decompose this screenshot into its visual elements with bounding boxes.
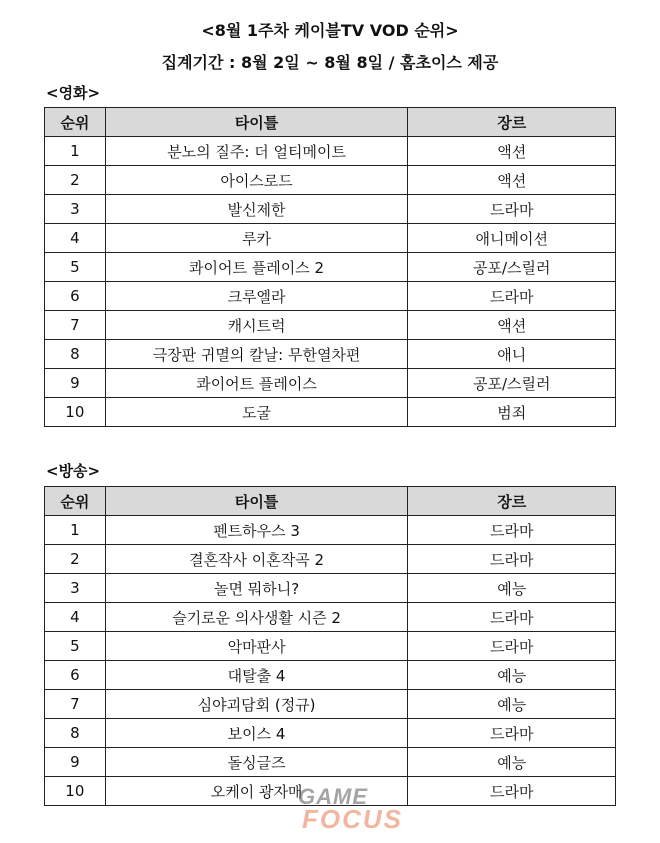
title-cell: 콰이어트 플레이스 <box>105 369 408 398</box>
table-row <box>45 137 616 166</box>
column-header-title: 타이틀 <box>105 108 408 137</box>
broadcast-ranking-table <box>44 486 616 806</box>
rank-cell: 5 <box>45 253 106 282</box>
title-cell: 슬기로운 의사생활 시즌 2 <box>105 603 408 632</box>
title-cell: 캐시트럭 <box>105 311 408 340</box>
rank-cell: 7 <box>45 311 106 340</box>
table-row <box>45 632 616 661</box>
genre-cell: 공포/스릴러 <box>408 369 616 398</box>
genre-cell: 드라마 <box>408 195 616 224</box>
rank-cell: 10 <box>45 777 106 806</box>
table-header-row <box>45 487 616 516</box>
genre-cell: 액션 <box>408 137 616 166</box>
page-title: <8월 1주차 케이블TV VOD 순위> <box>201 21 459 40</box>
title-cell: 오케이 광자매 <box>105 777 408 806</box>
genre-cell: 드라마 <box>408 516 616 545</box>
table-row <box>45 748 616 777</box>
table-row <box>45 690 616 719</box>
title-cell: 놀면 뭐하니? <box>105 574 408 603</box>
title-cell: 발신제한 <box>105 195 408 224</box>
column-header-genre: 장르 <box>408 108 616 137</box>
rank-cell: 5 <box>45 632 106 661</box>
movies-ranking-table <box>44 107 616 427</box>
table-row <box>45 661 616 690</box>
page-subtitle: 집계기간 : 8월 2일 ~ 8월 8일 / 홈초이스 제공 <box>161 53 499 72</box>
rank-cell: 3 <box>45 195 106 224</box>
table-row <box>45 777 616 806</box>
column-header-rank: 순위 <box>45 108 106 137</box>
genre-cell: 드라마 <box>408 632 616 661</box>
table-row <box>45 340 616 369</box>
rank-cell: 3 <box>45 574 106 603</box>
rank-cell: 9 <box>45 369 106 398</box>
title-cell: 극장판 귀멸의 칼날: 무한열차편 <box>105 340 408 369</box>
title-cell: 결혼작사 이혼작곡 2 <box>105 545 408 574</box>
genre-cell: 예능 <box>408 690 616 719</box>
title-cell: 돌싱글즈 <box>105 748 408 777</box>
section-label-broadcast: <방송> <box>46 462 101 480</box>
table-row <box>45 545 616 574</box>
title-cell: 루카 <box>105 224 408 253</box>
table-row <box>45 282 616 311</box>
title-cell: 심야괴담회 (정규) <box>105 690 408 719</box>
rank-cell: 9 <box>45 748 106 777</box>
genre-cell: 애니 <box>408 340 616 369</box>
title-cell: 악마판사 <box>105 632 408 661</box>
column-header-rank: 순위 <box>45 487 106 516</box>
rank-cell: 6 <box>45 282 106 311</box>
rank-cell: 2 <box>45 545 106 574</box>
genre-cell: 드라마 <box>408 719 616 748</box>
title-cell: 도굴 <box>105 398 408 427</box>
rank-cell: 10 <box>45 398 106 427</box>
watermark-text-focus: FOCUS <box>302 804 403 834</box>
genre-cell: 액션 <box>408 311 616 340</box>
genre-cell: 범죄 <box>408 398 616 427</box>
genre-cell: 드라마 <box>408 777 616 806</box>
title-cell: 분노의 질주: 더 얼티메이트 <box>105 137 408 166</box>
genre-cell: 공포/스릴러 <box>408 253 616 282</box>
rank-cell: 4 <box>45 603 106 632</box>
title-cell: 아이스로드 <box>105 166 408 195</box>
watermark-text-game: GAME <box>298 784 368 809</box>
genre-cell: 예능 <box>408 574 616 603</box>
table-row <box>45 369 616 398</box>
table-header-row <box>45 108 616 137</box>
table-row <box>45 574 616 603</box>
title-cell: 펜트하우스 3 <box>105 516 408 545</box>
table-row <box>45 253 616 282</box>
rank-cell: 2 <box>45 166 106 195</box>
title-cell: 대탈출 4 <box>105 661 408 690</box>
table-row <box>45 224 616 253</box>
genre-cell: 드라마 <box>408 282 616 311</box>
genre-cell: 드라마 <box>408 603 616 632</box>
rank-cell: 4 <box>45 224 106 253</box>
rank-cell: 1 <box>45 516 106 545</box>
genre-cell: 드라마 <box>408 545 616 574</box>
title-cell: 보이스 4 <box>105 719 408 748</box>
table-row <box>45 719 616 748</box>
genre-cell: 예능 <box>408 748 616 777</box>
rank-cell: 1 <box>45 137 106 166</box>
table-row <box>45 603 616 632</box>
title-cell: 크루엘라 <box>105 282 408 311</box>
column-header-genre: 장르 <box>408 487 616 516</box>
rank-cell: 8 <box>45 340 106 369</box>
section-label-movies: <영화> <box>46 84 101 102</box>
rank-cell: 6 <box>45 661 106 690</box>
table-row <box>45 311 616 340</box>
genre-cell: 액션 <box>408 166 616 195</box>
rank-cell: 7 <box>45 690 106 719</box>
column-header-title: 타이틀 <box>105 487 408 516</box>
genre-cell: 애니메이션 <box>408 224 616 253</box>
table-row <box>45 516 616 545</box>
table-row <box>45 398 616 427</box>
rank-cell: 8 <box>45 719 106 748</box>
table-row <box>45 166 616 195</box>
table-row <box>45 195 616 224</box>
genre-cell: 예능 <box>408 661 616 690</box>
title-cell: 콰이어트 플레이스 2 <box>105 253 408 282</box>
